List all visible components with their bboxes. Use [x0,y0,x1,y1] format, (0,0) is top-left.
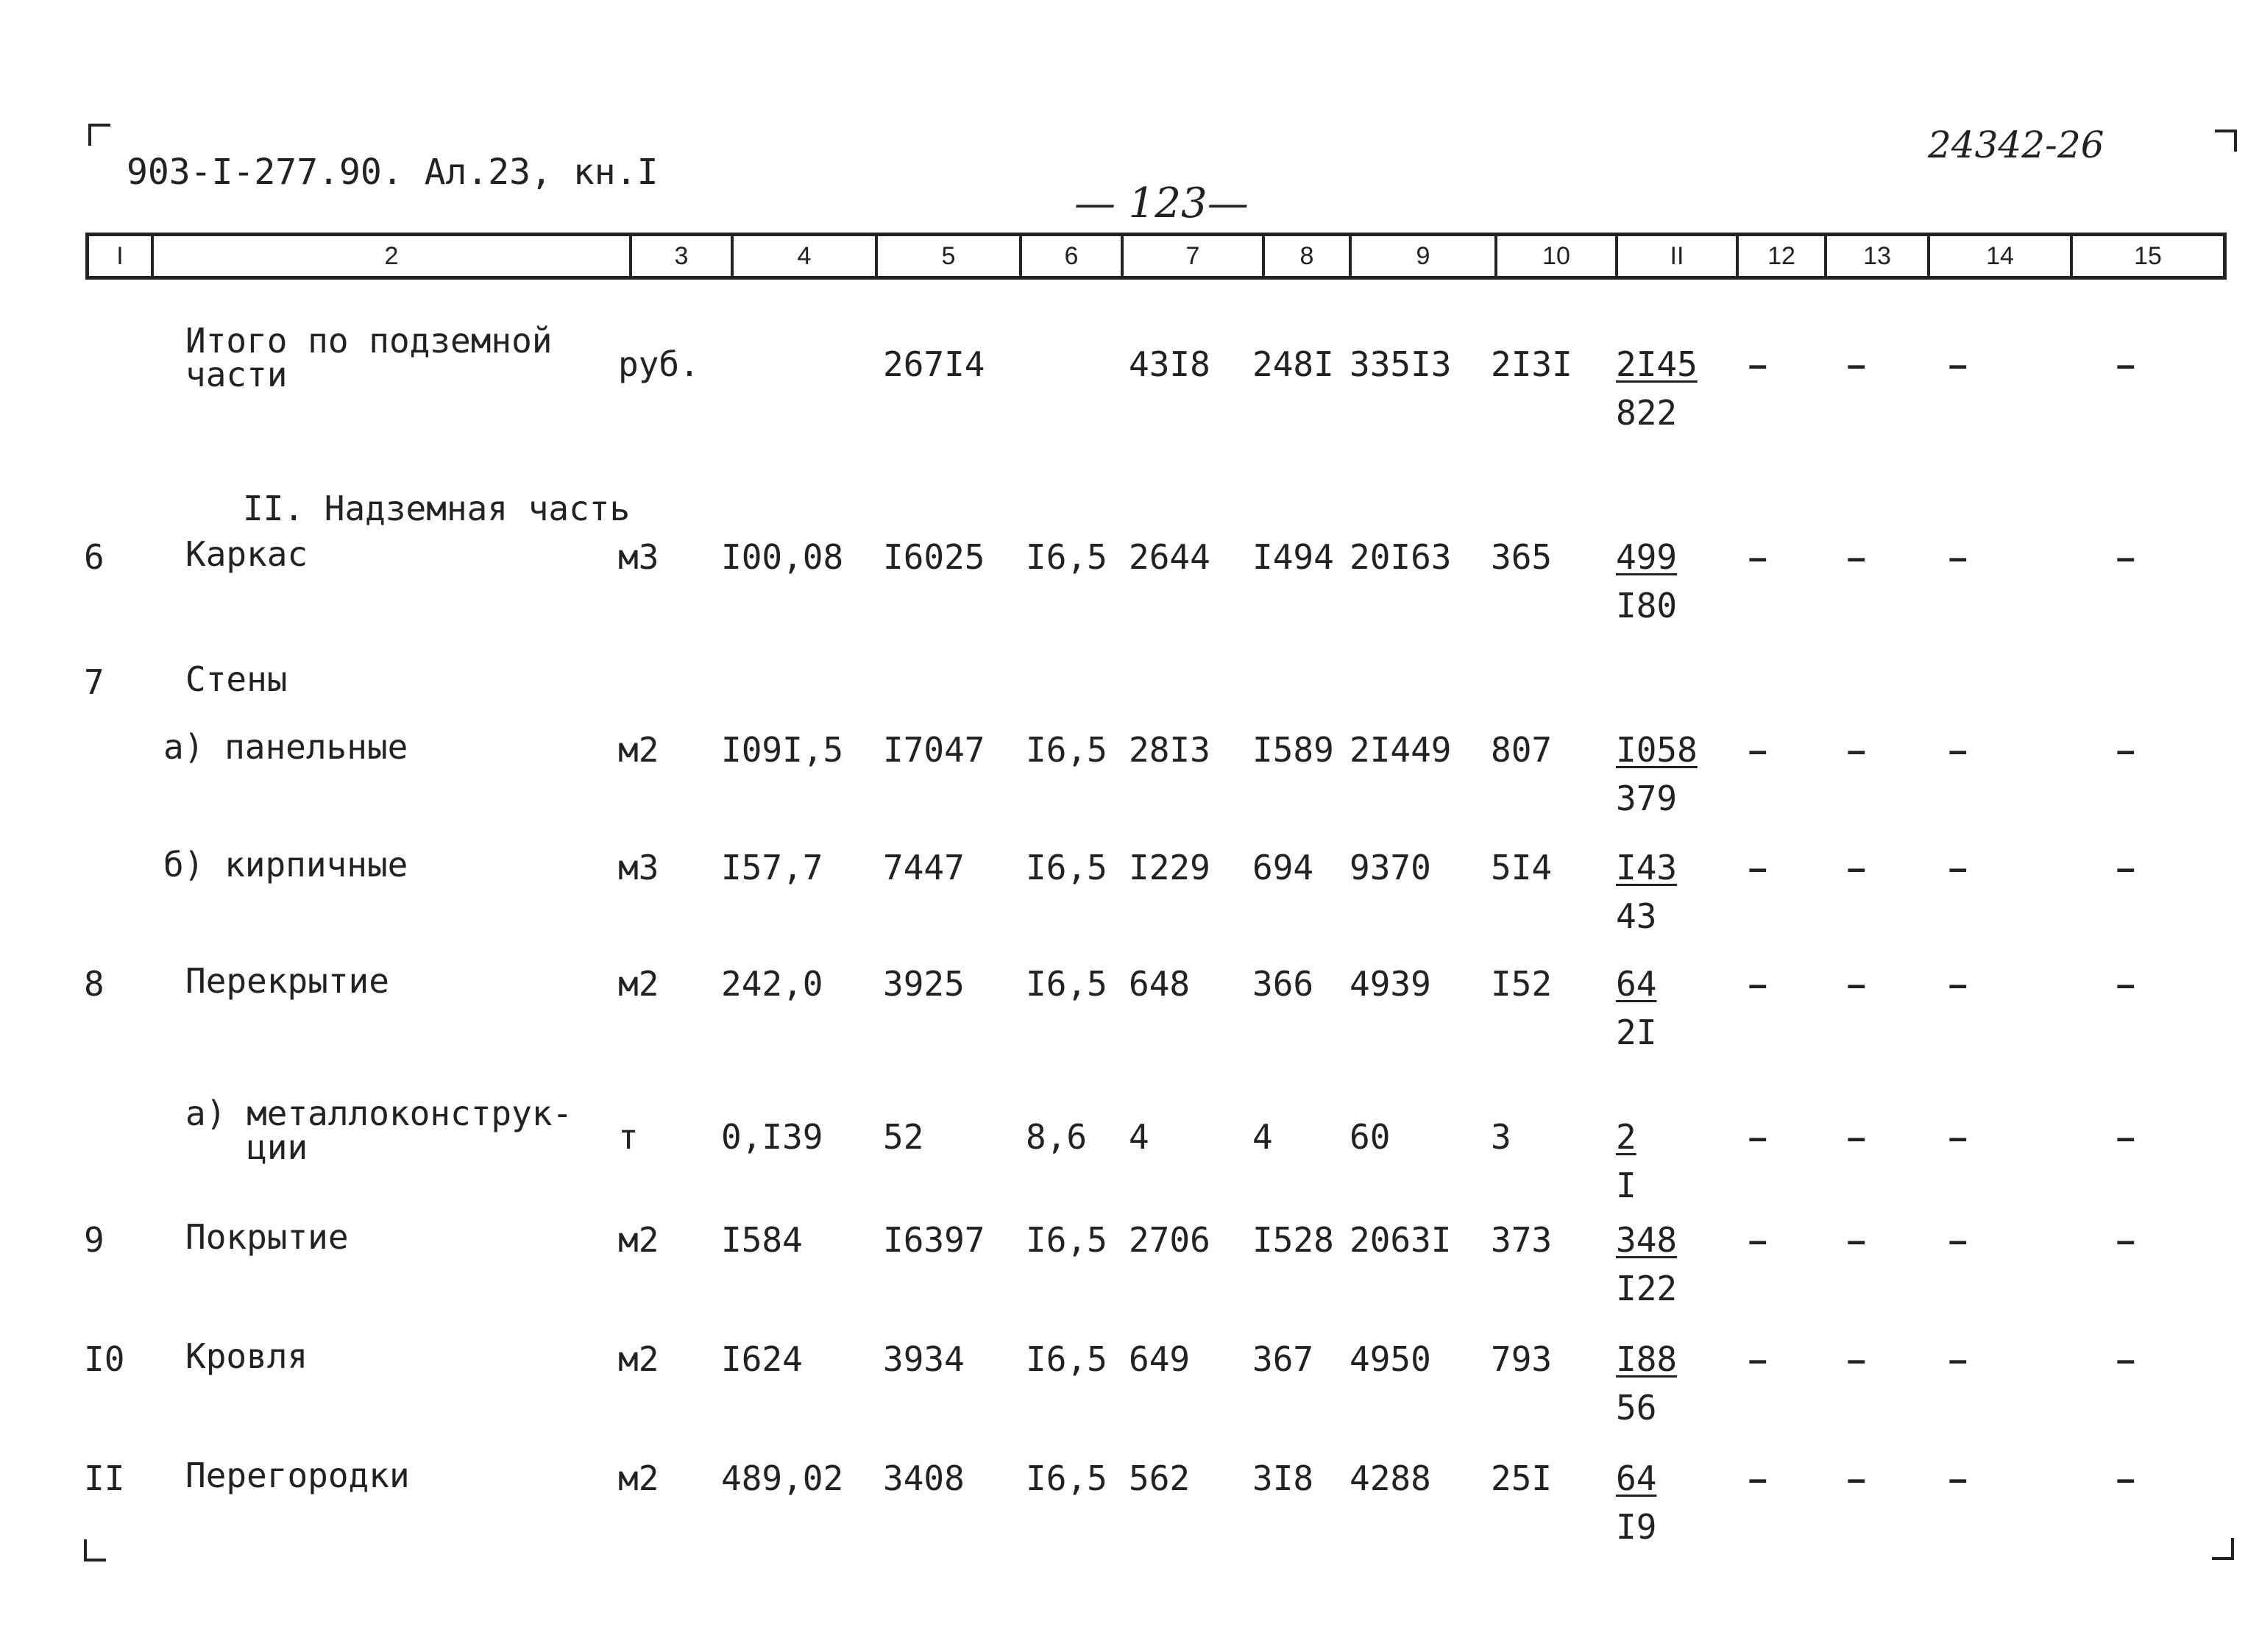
corner-mark-bottom-right [2212,1538,2234,1560]
cell-c7: 2644 [1129,537,1210,577]
cell-c10: 793 [1491,1339,1553,1379]
cell-c7: 648 [1129,964,1191,1004]
cell-c11-numerator: 499 [1616,537,1678,577]
cell-c5: 3408 [883,1458,965,1498]
cell-c15: – [2116,345,2135,383]
column-header-15: 15 [2134,242,2162,270]
cell-c8: 248I [1252,344,1334,384]
cell-c6: I6,5 [1026,1458,1107,1498]
cell-c8: 366 [1252,964,1314,1004]
column-header-14: 14 [1930,236,2073,276]
cell-c11-denominator: 43 [1616,896,1657,936]
cell-unit: м2 [618,1220,659,1260]
cell-c5: I6025 [883,537,985,577]
cell-c14: – [1948,1221,1968,1259]
cell-c10: 365 [1491,537,1553,577]
cell-c7: 649 [1129,1339,1191,1379]
cell-c7: I229 [1129,848,1210,887]
cell-c9: 2063I [1350,1220,1452,1260]
row-number: I0 [84,1339,125,1379]
cell-c15: – [2116,1221,2135,1259]
cell-c10: 25I [1491,1458,1553,1498]
cell-c8: I494 [1252,537,1334,577]
cell-c15: – [2116,1118,2135,1156]
cell-c9: 2I449 [1350,730,1452,770]
corner-mark-top-left [88,124,110,146]
cell-c13: – [1847,965,1866,1003]
sheet-id: 24342-26 [1928,124,2104,166]
cell-c13: – [1847,1221,1866,1259]
cell-c6: I6,5 [1026,964,1107,1004]
cell-c5: 267I4 [883,344,985,384]
cell-c13: – [1847,345,1866,383]
cell-c9: 4288 [1350,1458,1431,1498]
cell-qty: I09I,5 [721,730,844,770]
cell-c10: I52 [1491,964,1553,1004]
row-description: Итого по подземной части [185,321,553,394]
cell-c15: – [2116,1459,2135,1497]
cell-c15: – [2116,1340,2135,1378]
cell-c14: – [1948,965,1968,1003]
column-header-12: 12 [1739,236,1827,276]
cell-c11-numerator: I43 [1616,848,1678,887]
cell-qty: I624 [721,1339,803,1379]
cell-c5: I7047 [883,730,985,770]
cell-c8: 694 [1252,848,1314,887]
cell-c12: – [1748,731,1767,769]
cell-c15: – [2116,731,2135,769]
cell-c9: 335I3 [1350,344,1452,384]
cell-c14: – [1948,1459,1968,1497]
cell-c12: – [1748,1340,1767,1378]
cell-c8: 3I8 [1252,1458,1314,1498]
row-number: 9 [84,1220,104,1260]
cell-c7: 28I3 [1129,730,1210,770]
cell-c13: – [1847,848,1866,887]
cell-unit: м2 [618,1458,659,1498]
cell-c14: – [1948,731,1968,769]
cell-c10: 5I4 [1491,848,1553,887]
cell-c10: 807 [1491,730,1553,770]
cell-c9: 4950 [1350,1339,1431,1379]
cell-c13: – [1847,538,1866,576]
cell-c11-numerator: 348 [1616,1220,1678,1260]
cell-qty: I00,08 [721,537,844,577]
row-description: Кровля [185,1336,308,1376]
cell-c14: – [1948,345,1968,383]
cell-c6: I6,5 [1026,1220,1107,1260]
column-header-11: II [1618,236,1739,276]
cell-c9: 9370 [1350,848,1431,887]
corner-mark-top-right [2215,130,2237,152]
cell-c9: 20I63 [1350,537,1452,577]
cell-c11-numerator: 64 [1616,964,1657,1004]
cell-c14: – [1948,538,1968,576]
cell-unit: т [618,1117,639,1157]
cell-c7: 562 [1129,1458,1191,1498]
row-number: 6 [84,537,104,577]
cell-c14: – [1948,1118,1968,1156]
page-number: — 123— [1074,180,1249,227]
cell-c11-numerator: I058 [1616,730,1698,770]
cell-c11-denominator: I80 [1616,586,1678,625]
cell-qty: I57,7 [721,848,823,887]
cell-c8: I589 [1252,730,1334,770]
cell-c10: 3 [1491,1117,1511,1157]
row-description: Перегородки [185,1456,410,1495]
column-header-10: 10 [1497,236,1618,276]
row-number: 8 [84,964,104,1004]
document-code: 903-I-277.90. Ал.23, кн.I [127,152,659,193]
cell-c5: 52 [883,1117,924,1157]
cell-unit: м3 [618,848,659,887]
row-description: а) панельные [163,727,408,767]
cell-c6: I6,5 [1026,730,1107,770]
cell-c10: 2I3I [1491,344,1572,384]
cell-qty: 0,I39 [721,1117,823,1157]
cell-c9: 60 [1350,1117,1391,1157]
cell-c7: 43I8 [1129,344,1210,384]
column-header-4: 4 [734,236,878,276]
cell-c11-numerator: I88 [1616,1339,1678,1379]
cell-unit: м2 [618,730,659,770]
cell-c11-denominator: I [1616,1166,1636,1205]
cell-c11-numerator: 2 [1616,1117,1636,1157]
cell-c14: – [1948,1340,1968,1378]
cell-c5: 3934 [883,1339,965,1379]
cell-c7: 4 [1129,1117,1149,1157]
column-header-7: 7 [1124,236,1265,276]
cell-unit: руб. [618,344,700,384]
cell-c6: I6,5 [1026,848,1107,887]
cell-c13: – [1847,1118,1866,1156]
cell-c11-denominator: 2I [1616,1013,1657,1052]
cell-c8: I528 [1252,1220,1334,1260]
cell-unit: м2 [618,1339,659,1379]
cell-c5: I6397 [883,1220,985,1260]
cell-c6: I6,5 [1026,1339,1107,1379]
row-description: II. Надземная часть [243,489,631,528]
cell-c11-numerator: 64 [1616,1458,1657,1498]
cell-c11-denominator: I22 [1616,1269,1678,1308]
column-header-8: 8 [1265,236,1352,276]
cell-c6: I6,5 [1026,537,1107,577]
row-description: а) металлоконструк- ции [185,1093,573,1167]
row-description: Перекрытие [185,961,389,1001]
row-description: Каркас [185,534,308,574]
cell-c11-numerator: 2I45 [1616,344,1698,384]
cell-c7: 2706 [1129,1220,1210,1260]
cell-c15: – [2116,965,2135,1003]
cell-c12: – [1748,1459,1767,1497]
column-header-6: 6 [1022,236,1124,276]
cell-qty: 489,02 [721,1458,844,1498]
cell-unit: м2 [618,964,659,1004]
column-header-2: 2 [154,236,632,276]
cell-c5: 7447 [883,848,965,887]
cell-c11-denominator: 56 [1616,1388,1657,1428]
cell-c14: – [1948,848,1968,887]
cell-c12: – [1748,1221,1767,1259]
cell-c13: – [1847,731,1866,769]
cell-c11-denominator: 822 [1616,393,1678,433]
cell-qty: 242,0 [721,964,823,1004]
cell-c11-denominator: I9 [1616,1507,1657,1547]
row-description: б) кирпичные [163,845,408,885]
column-header-3: 3 [632,236,734,276]
cell-c5: 3925 [883,964,965,1004]
row-number: II [84,1458,125,1498]
cell-c9: 4939 [1350,964,1431,1004]
corner-mark-bottom-left [84,1539,106,1561]
cell-c12: – [1748,965,1767,1003]
column-header-9: 9 [1352,236,1497,276]
cell-qty: I584 [721,1220,803,1260]
row-number: 7 [84,662,104,702]
cell-c15: – [2116,538,2135,576]
cell-c8: 367 [1252,1339,1314,1379]
cell-c13: – [1847,1340,1866,1378]
cell-c11-denominator: 379 [1616,779,1678,818]
row-description: Стены [185,659,288,699]
column-header-row [85,233,2227,280]
cell-c6: 8,6 [1026,1117,1088,1157]
column-header-13: 13 [1827,236,1930,276]
cell-unit: м3 [618,537,659,577]
row-description: Покрытие [185,1217,349,1257]
column-header-5: 5 [878,236,1022,276]
cell-c12: – [1748,345,1767,383]
cell-c12: – [1748,1118,1767,1156]
cell-c12: – [1748,538,1767,576]
cell-c15: – [2116,848,2135,887]
cell-c10: 373 [1491,1220,1553,1260]
cell-c8: 4 [1252,1117,1273,1157]
column-header-1: I [89,236,154,276]
cell-c12: – [1748,848,1767,887]
cell-c13: – [1847,1459,1866,1497]
